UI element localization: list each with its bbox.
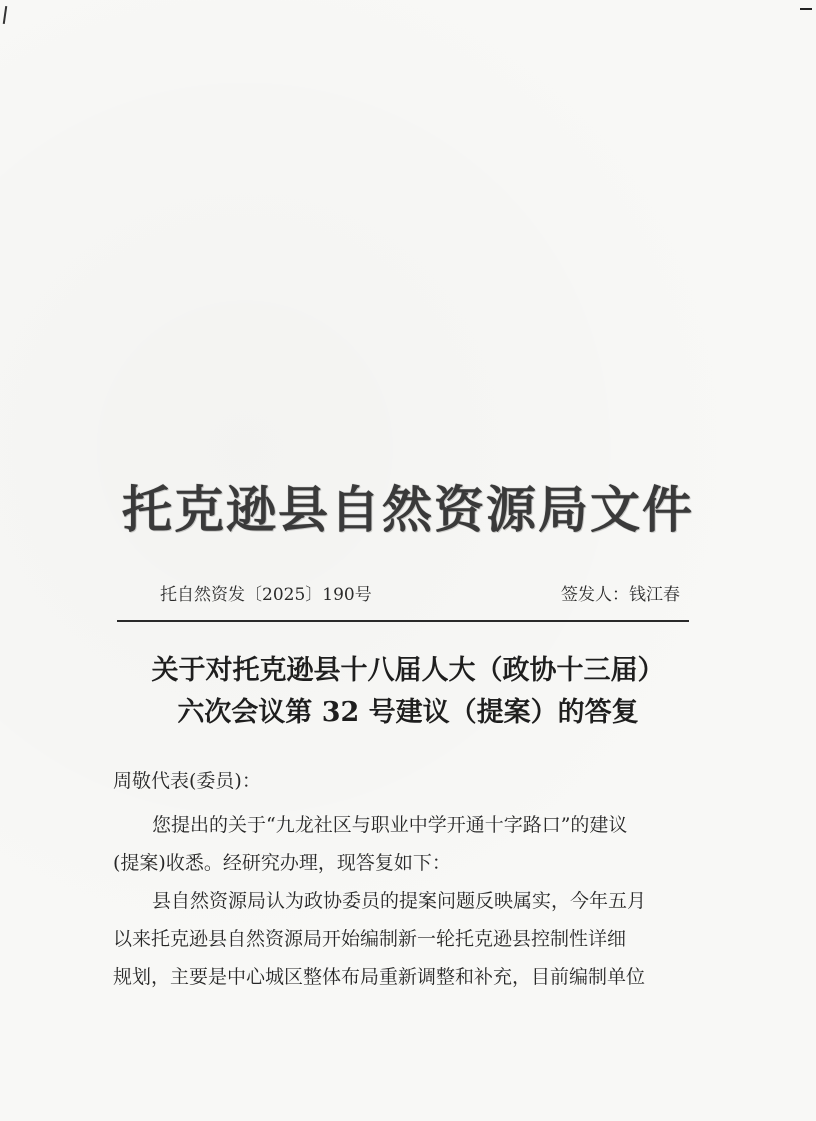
reply-title-line-2: 六次会议第 32 号建议（提案）的答复	[177, 697, 639, 728]
paragraph-line: 县自然资源局认为政协委员的提案问题反映属实，今年五月	[152, 890, 647, 912]
paragraph-line: 规划，主要是中心城区整体布局重新调整和补充，目前编制单位	[113, 966, 646, 988]
signer: 签发人：钱江春	[561, 585, 680, 605]
scan-mark	[3, 6, 7, 24]
header-divider	[117, 620, 689, 622]
document-meta-row	[160, 580, 680, 604]
paragraph-line: (提案)收悉。经研究办理，现答复如下：	[113, 852, 451, 874]
scan-mark	[800, 8, 812, 10]
reply-title-line-1: 关于对托克逊县十八届人大（政协十三届）	[151, 655, 665, 686]
paragraph-line: 以来托克逊县自然资源局开始编制新一轮托克逊县控制性详细	[113, 928, 627, 950]
document-number: 托自然资发〔2025〕190号	[160, 585, 372, 605]
salutation: 周敬代表(委员)：	[113, 770, 261, 792]
paragraph-line: 您提出的关于“九龙社区与职业中学开通十字路口”的建议	[152, 814, 628, 836]
document-header-title: 托克逊县自然资源局文件	[122, 480, 694, 539]
